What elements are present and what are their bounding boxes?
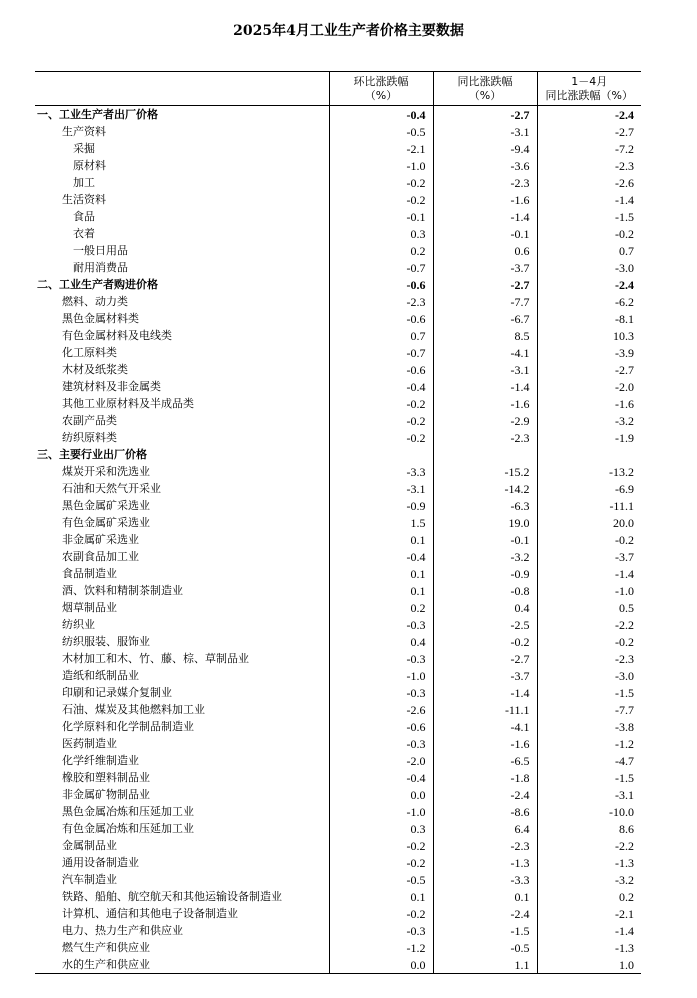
table-row (35, 837, 641, 854)
cell-yoy: 1.1 (433, 956, 537, 974)
table-row (35, 378, 641, 395)
cell-yoy: 8.5 (433, 327, 537, 344)
cell-ytd: -1.3 (537, 854, 641, 871)
header-ytd-line2: 同比涨跌幅（%） (545, 88, 633, 102)
table-row (35, 174, 641, 191)
table-row (35, 905, 641, 922)
cell-yoy: -0.1 (433, 225, 537, 242)
cell-mom: 0.3 (329, 225, 433, 242)
table-row (35, 684, 641, 701)
cell-mom: -2.0 (329, 752, 433, 769)
table-row (35, 565, 641, 582)
cell-ytd: -1.4 (537, 191, 641, 208)
cell-yoy: -0.8 (433, 582, 537, 599)
row-label: 计算机、通信和其他电子设备制造业 (62, 906, 238, 920)
cell-yoy: -1.4 (433, 684, 537, 701)
header-ytd-line1: 1－4月 (571, 74, 608, 88)
cell-yoy: -1.6 (433, 395, 537, 412)
cell-ytd: 1.0 (537, 956, 641, 974)
table-row (35, 769, 641, 786)
cell-ytd: -3.0 (537, 667, 641, 684)
cell-mom: -0.2 (329, 191, 433, 208)
cell-yoy: -1.4 (433, 378, 537, 395)
cell-mom: -0.2 (329, 174, 433, 191)
cell-yoy: 6.4 (433, 820, 537, 837)
row-label: 通用设备制造业 (62, 855, 139, 869)
table-row (35, 310, 641, 327)
cell-ytd: -1.5 (537, 769, 641, 786)
row-label: 衣着 (73, 226, 95, 240)
section-row (35, 276, 641, 293)
cell-mom: -0.7 (329, 259, 433, 276)
cell-mom: -1.0 (329, 803, 433, 820)
cell-yoy: -3.1 (433, 123, 537, 140)
cell-yoy: 19.0 (433, 514, 537, 531)
cell-ytd: -1.5 (537, 208, 641, 225)
cell-yoy: 0.4 (433, 599, 537, 616)
cell-mom: -0.1 (329, 208, 433, 225)
cell-ytd: -2.2 (537, 837, 641, 854)
cell-ytd: -2.7 (537, 123, 641, 140)
cell-mom: -0.3 (329, 650, 433, 667)
table-row (35, 242, 641, 259)
row-label: 非金属矿物制品业 (62, 787, 150, 801)
cell-mom: -2.1 (329, 140, 433, 157)
cell-ytd: -0.2 (537, 633, 641, 650)
table-row (35, 123, 641, 140)
cell-mom: 0.1 (329, 565, 433, 582)
table-row (35, 956, 641, 974)
cell-ytd: 0.2 (537, 888, 641, 905)
row-label: 印刷和记录媒介复制业 (62, 685, 172, 699)
cell-ytd: -2.7 (537, 361, 641, 378)
cell-yoy: -6.3 (433, 497, 537, 514)
table-row (35, 327, 641, 344)
cell-yoy: -3.3 (433, 871, 537, 888)
table-row (35, 922, 641, 939)
table-row (35, 395, 641, 412)
table-row (35, 803, 641, 820)
table-row (35, 140, 641, 157)
cell-ytd: -6.9 (537, 480, 641, 497)
cell-yoy: -3.7 (433, 667, 537, 684)
table-row (35, 599, 641, 616)
cell-ytd: -8.1 (537, 310, 641, 327)
row-label: 建筑材料及非金属类 (62, 379, 161, 393)
cell-mom: -0.5 (329, 123, 433, 140)
cell-ytd: -11.1 (537, 497, 641, 514)
cell-yoy: -3.6 (433, 157, 537, 174)
cell-yoy: -1.8 (433, 769, 537, 786)
row-label: 加工 (73, 175, 95, 189)
cell-ytd: -2.2 (537, 616, 641, 633)
row-label: 燃气生产和供应业 (62, 940, 150, 954)
table-row (35, 633, 641, 650)
row-label: 一、工业生产者出厂价格 (37, 107, 158, 121)
cell-mom: -0.3 (329, 922, 433, 939)
table-row (35, 157, 641, 174)
table-row (35, 786, 641, 803)
cell-ytd: -3.1 (537, 786, 641, 803)
row-label: 化学原料和化学制品制造业 (62, 719, 194, 733)
cell-ytd: -13.2 (537, 463, 641, 480)
table-row (35, 888, 641, 905)
header-yoy (433, 72, 537, 106)
cell-mom: 0.1 (329, 582, 433, 599)
cell-ytd: -1.0 (537, 582, 641, 599)
cell-mom: -2.3 (329, 293, 433, 310)
row-label: 水的生产和供应业 (35, 956, 329, 974)
row-label: 橡胶和塑料制品业 (62, 770, 150, 784)
table-row (35, 548, 641, 565)
row-label: 食品 (73, 209, 95, 223)
table-body (35, 106, 641, 974)
cell-mom: -0.2 (329, 395, 433, 412)
row-label: 汽车制造业 (62, 872, 117, 886)
cell-yoy: -2.7 (433, 276, 537, 293)
row-label: 农副产品类 (62, 413, 117, 427)
cell-mom: 0.4 (329, 633, 433, 650)
row-label: 烟草制品业 (62, 600, 117, 614)
row-label: 黑色金属材料类 (62, 311, 139, 325)
row-label: 纺织服装、服饰业 (62, 634, 150, 648)
cell-mom: 1.5 (329, 514, 433, 531)
cell-mom: 0.1 (329, 888, 433, 905)
cell-ytd: -3.8 (537, 718, 641, 735)
cell-yoy: -8.6 (433, 803, 537, 820)
row-label: 纺织原料类 (62, 430, 117, 444)
cell-mom: -0.2 (329, 837, 433, 854)
cell-yoy: -1.6 (433, 191, 537, 208)
table-header (35, 72, 641, 106)
cell-mom: 0.0 (329, 956, 433, 974)
cell-yoy (433, 446, 537, 463)
header-yoy-line2: （%） (468, 88, 502, 102)
cell-ytd: -2.3 (537, 157, 641, 174)
cell-yoy: -2.7 (433, 106, 537, 124)
cell-mom: -3.1 (329, 480, 433, 497)
page-title: 2025年4月工业生产者价格主要数据 (233, 23, 464, 39)
cell-mom: -0.6 (329, 310, 433, 327)
header-yoy-line1: 同比涨跌幅 (457, 74, 513, 88)
row-label: 煤炭开采和洗选业 (62, 464, 150, 478)
cell-yoy: -2.4 (433, 786, 537, 803)
cell-ytd: -1.4 (537, 565, 641, 582)
cell-ytd: -2.4 (537, 106, 641, 124)
row-label: 木材加工和木、竹、藤、棕、草制品业 (62, 651, 249, 665)
cell-mom: -1.2 (329, 939, 433, 956)
cell-ytd: -7.2 (537, 140, 641, 157)
header-mom-line2: （%） (364, 88, 398, 102)
table-row (35, 191, 641, 208)
table-row (35, 735, 641, 752)
table-row (35, 259, 641, 276)
cell-ytd: -3.7 (537, 548, 641, 565)
cell-mom: -1.0 (329, 157, 433, 174)
cell-mom: -0.4 (329, 378, 433, 395)
row-label: 木材及纸浆类 (62, 362, 128, 376)
row-label: 三、主要行业出厂价格 (37, 447, 147, 461)
cell-mom: -3.3 (329, 463, 433, 480)
cell-yoy: -0.2 (433, 633, 537, 650)
cell-yoy: -0.5 (433, 939, 537, 956)
cell-ytd: -6.2 (537, 293, 641, 310)
table-row (35, 939, 641, 956)
cell-mom: 0.1 (329, 531, 433, 548)
cell-yoy: -6.7 (433, 310, 537, 327)
row-label: 石油、煤炭及其他燃料加工业 (62, 702, 205, 716)
table-row (35, 871, 641, 888)
cell-ytd: -4.7 (537, 752, 641, 769)
cell-yoy: 0.1 (433, 888, 537, 905)
table-row (35, 718, 641, 735)
row-label: 医药制造业 (62, 736, 117, 750)
cell-yoy: -4.1 (433, 718, 537, 735)
row-label: 化工原料类 (62, 345, 117, 359)
row-label: 农副食品加工业 (62, 549, 139, 563)
header-ytd (537, 72, 641, 106)
cell-mom: -0.2 (329, 905, 433, 922)
cell-yoy: -2.7 (433, 650, 537, 667)
cell-yoy: -3.2 (433, 548, 537, 565)
cell-yoy: -4.1 (433, 344, 537, 361)
cell-mom: -0.2 (329, 854, 433, 871)
cell-mom: -0.9 (329, 497, 433, 514)
cell-yoy: -2.9 (433, 412, 537, 429)
cell-yoy: -14.2 (433, 480, 537, 497)
cell-mom: -0.4 (329, 106, 433, 124)
cell-yoy: -2.3 (433, 174, 537, 191)
cell-yoy: -0.9 (433, 565, 537, 582)
row-label: 有色金属冶炼和压延加工业 (62, 821, 194, 835)
table-row (35, 854, 641, 871)
cell-yoy: -2.3 (433, 429, 537, 446)
table-row (35, 429, 641, 446)
row-label: 造纸和纸制品业 (62, 668, 139, 682)
cell-mom: -0.6 (329, 276, 433, 293)
row-label: 二、工业生产者购进价格 (37, 277, 158, 291)
cell-yoy: -1.5 (433, 922, 537, 939)
table-row (35, 497, 641, 514)
table-row (35, 361, 641, 378)
cell-ytd: -3.0 (537, 259, 641, 276)
section-row (35, 446, 641, 463)
cell-yoy: 0.6 (433, 242, 537, 259)
table-row (35, 667, 641, 684)
cell-ytd: 0.7 (537, 242, 641, 259)
row-label: 黑色金属冶炼和压延加工业 (62, 804, 194, 818)
cell-ytd: -0.2 (537, 225, 641, 242)
cell-mom: -0.7 (329, 344, 433, 361)
cell-ytd: -2.1 (537, 905, 641, 922)
table-row (35, 650, 641, 667)
header-label-cell (35, 72, 329, 106)
cell-yoy: -6.5 (433, 752, 537, 769)
cell-yoy: -1.4 (433, 208, 537, 225)
table-row (35, 616, 641, 633)
section-row (35, 106, 641, 124)
cell-ytd: -1.2 (537, 735, 641, 752)
row-label: 酒、饮料和精制茶制造业 (62, 583, 183, 597)
cell-ytd: -3.2 (537, 871, 641, 888)
cell-yoy: -2.3 (433, 837, 537, 854)
cell-ytd: -2.6 (537, 174, 641, 191)
cell-ytd: -1.4 (537, 922, 641, 939)
cell-mom: -0.2 (329, 412, 433, 429)
cell-ytd: -2.0 (537, 378, 641, 395)
cell-mom: 0.2 (329, 242, 433, 259)
table-row (35, 208, 641, 225)
header-mom (329, 72, 433, 106)
cell-yoy: -2.5 (433, 616, 537, 633)
cell-mom: -0.4 (329, 769, 433, 786)
cell-yoy: -9.4 (433, 140, 537, 157)
row-label: 化学纤维制造业 (62, 753, 139, 767)
cell-yoy: -11.1 (433, 701, 537, 718)
cell-mom: 0.3 (329, 820, 433, 837)
cell-mom: 0.0 (329, 786, 433, 803)
row-label: 采掘 (73, 141, 95, 155)
table-row (35, 293, 641, 310)
cell-mom: 0.2 (329, 599, 433, 616)
cell-ytd: -2.3 (537, 650, 641, 667)
cell-ytd: -0.2 (537, 531, 641, 548)
row-label: 石油和天然气开采业 (62, 481, 161, 495)
cell-yoy: -2.4 (433, 905, 537, 922)
table-row (35, 582, 641, 599)
table-row (35, 752, 641, 769)
cell-yoy: -3.7 (433, 259, 537, 276)
row-label: 铁路、船舶、航空航天和其他运输设备制造业 (62, 889, 282, 903)
table-row (35, 531, 641, 548)
cell-ytd: -7.7 (537, 701, 641, 718)
row-label: 非金属矿采选业 (62, 532, 139, 546)
cell-ytd: -3.9 (537, 344, 641, 361)
cell-ytd: 0.5 (537, 599, 641, 616)
cell-mom: -0.5 (329, 871, 433, 888)
row-label: 生活资料 (62, 192, 106, 206)
row-label: 原材料 (73, 158, 106, 172)
table-row (35, 514, 641, 531)
cell-yoy: -3.1 (433, 361, 537, 378)
cell-ytd: 10.3 (537, 327, 641, 344)
row-label: 其他工业原材料及半成品类 (62, 396, 194, 410)
table-row (35, 463, 641, 480)
cell-mom: -2.6 (329, 701, 433, 718)
price-data-table (35, 71, 641, 974)
cell-mom: 0.7 (329, 327, 433, 344)
cell-mom: -0.3 (329, 616, 433, 633)
cell-ytd: -3.2 (537, 412, 641, 429)
cell-yoy: -15.2 (433, 463, 537, 480)
cell-yoy: -1.6 (433, 735, 537, 752)
table-row (35, 344, 641, 361)
row-label: 黑色金属矿采选业 (62, 498, 150, 512)
table-row (35, 480, 641, 497)
row-label: 金属制品业 (62, 838, 117, 852)
row-label: 纺织业 (62, 617, 95, 631)
row-label: 耐用消费品 (73, 260, 128, 274)
cell-ytd: -1.3 (537, 939, 641, 956)
row-label: 生产资料 (62, 124, 106, 138)
cell-mom: -0.6 (329, 718, 433, 735)
cell-ytd: 20.0 (537, 514, 641, 531)
cell-ytd: -1.6 (537, 395, 641, 412)
table-row (35, 820, 641, 837)
row-label: 有色金属矿采选业 (62, 515, 150, 529)
table-row (35, 225, 641, 242)
cell-yoy: -0.1 (433, 531, 537, 548)
row-label: 一般日用品 (73, 243, 128, 257)
row-label: 燃料、动力类 (62, 294, 128, 308)
cell-mom: -0.2 (329, 429, 433, 446)
cell-ytd: -2.4 (537, 276, 641, 293)
table-row (35, 701, 641, 718)
cell-mom: -0.4 (329, 548, 433, 565)
cell-mom: -0.6 (329, 361, 433, 378)
cell-ytd: 8.6 (537, 820, 641, 837)
row-label: 有色金属材料及电线类 (62, 328, 172, 342)
table-row (35, 412, 641, 429)
row-label: 食品制造业 (62, 566, 117, 580)
cell-ytd: -1.9 (537, 429, 641, 446)
header-mom-line1: 环比涨跌幅 (353, 74, 409, 88)
cell-ytd (537, 446, 641, 463)
cell-yoy: -7.7 (433, 293, 537, 310)
row-label: 电力、热力生产和供应业 (62, 923, 183, 937)
cell-mom: -0.3 (329, 735, 433, 752)
cell-yoy: -1.3 (433, 854, 537, 871)
cell-mom (329, 446, 433, 463)
cell-mom: -0.3 (329, 684, 433, 701)
cell-ytd: -1.5 (537, 684, 641, 701)
cell-mom: -1.0 (329, 667, 433, 684)
cell-ytd: -10.0 (537, 803, 641, 820)
